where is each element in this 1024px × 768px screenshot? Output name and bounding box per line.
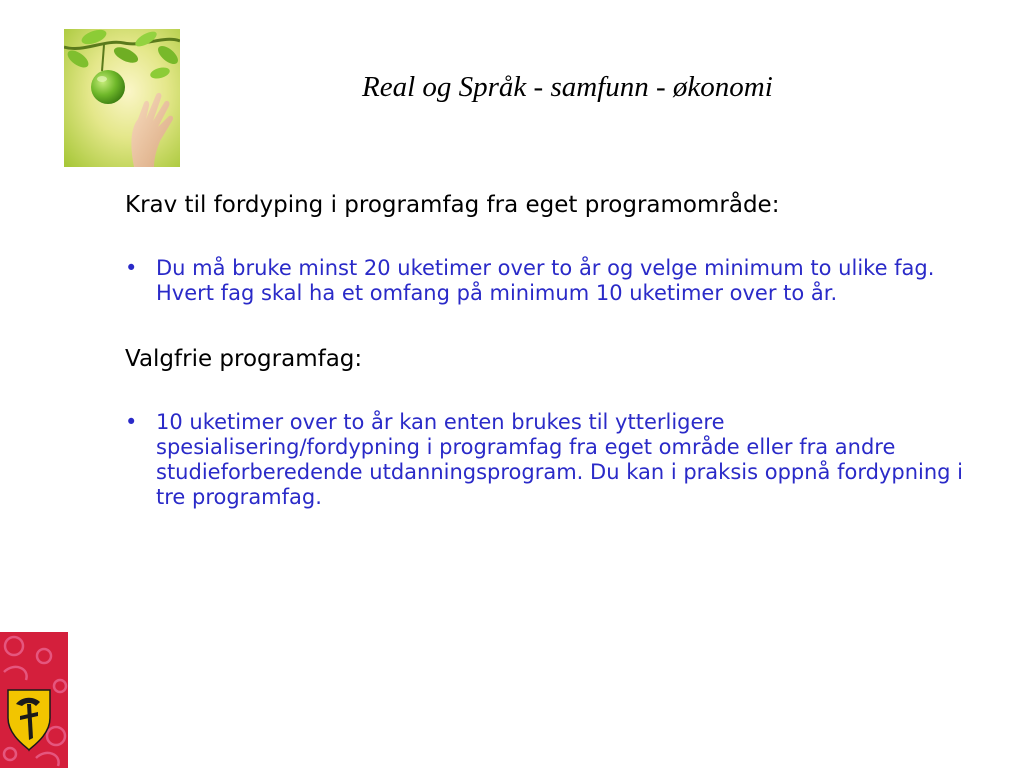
bullet-symbol: • (125, 256, 138, 280)
section-heading-valgfrie: Valgfrie programfag: (125, 346, 363, 372)
bullet-text: Du må bruke minst 20 uketimer over to år og velge minimum to ulike fag. Hvert fag skal ha et omfang på minimum 10 uketimer over to år. (156, 256, 935, 305)
bullet-symbol: • (125, 410, 138, 434)
apple-hand-photo (64, 29, 180, 167)
bullet-text: 10 uketimer over to år kan enten brukes til ytterligere spesialisering/fordypning i programfag fra eget område eller fra andre studieforberedende utdanningsprogram. Du kan i praksis oppnå fordypning i tre programfag. (156, 410, 963, 509)
coat-of-arms-logo (0, 632, 68, 768)
slide-title: Real og Språk - samfunn - økonomi (362, 71, 773, 103)
bullet-item-fordyping (125, 256, 965, 306)
bullet-item-valgfrie (125, 410, 965, 510)
section-heading-fordyping: Krav til fordyping i programfag fra eget programområde: (125, 192, 780, 218)
slide-content (125, 190, 965, 510)
